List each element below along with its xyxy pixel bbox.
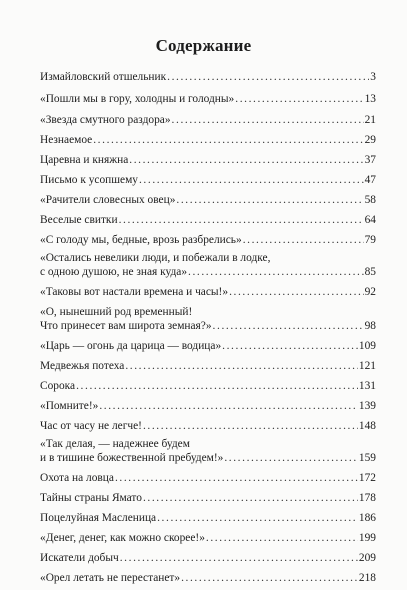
- toc-entry-title-line: «С голоду мы, бедные, врозь разбрелись»: [40, 234, 242, 246]
- toc-entry-title-line: Охота на ловца: [40, 472, 114, 484]
- toc-entry-title-line: «Остались невелики люди, и побежали в лодке,: [40, 252, 271, 264]
- toc-page-number: 85: [364, 266, 376, 278]
- toc-entry-row: [40, 173, 376, 187]
- toc-entry-row: [40, 233, 376, 247]
- toc-page-number: 218: [358, 572, 376, 584]
- toc-dot-leader: [235, 92, 363, 106]
- toc-entry-row: [40, 133, 376, 147]
- toc-page-number: 131: [358, 380, 376, 392]
- toc-dot-leader: [157, 511, 358, 525]
- toc-entry-title-line: «Звезда смутного раздора»: [40, 114, 171, 126]
- toc-entry-row: [40, 153, 376, 167]
- toc-entry-title-line: Царевна и княжна: [40, 154, 129, 166]
- toc-page-number: 64: [364, 214, 376, 226]
- toc-page-number: 98: [364, 320, 376, 332]
- toc-entry[interactable]: [40, 359, 376, 373]
- toc-entry-title-line: Медвежья потеха: [40, 360, 125, 372]
- toc-page-number: 148: [358, 420, 376, 432]
- toc-entry[interactable]: [40, 379, 376, 393]
- toc-entry-title-line: Поцелуйная Масленица: [40, 512, 157, 524]
- toc-entry[interactable]: [40, 419, 376, 433]
- toc-entry-row: [40, 399, 376, 413]
- toc-entry-row: [40, 339, 376, 353]
- toc-dot-leader: [129, 153, 363, 167]
- toc-entry-title-line: «Таковы вот настали времена и часы!»: [40, 286, 229, 298]
- toc-entry-title-line: Час от часу не легче!: [40, 420, 142, 432]
- toc-page-number: 109: [358, 340, 376, 352]
- toc-dot-leader: [206, 531, 358, 545]
- toc-page-number: 29: [364, 134, 376, 146]
- toc-entry[interactable]: [40, 153, 376, 167]
- toc-entry-row: [40, 419, 376, 433]
- toc-page-number: 172: [358, 472, 376, 484]
- toc-entry-title-line: «Пошли мы в гору, холодны и голодны»: [40, 93, 235, 105]
- toc-dot-leader: [229, 285, 364, 299]
- toc-entry[interactable]: [40, 173, 376, 187]
- toc-entry[interactable]: [40, 551, 376, 565]
- toc-entry[interactable]: [40, 285, 376, 299]
- toc-page-number: 79: [364, 234, 376, 246]
- toc-page-number: 37: [364, 154, 376, 166]
- toc-entry[interactable]: [40, 70, 376, 84]
- toc-page-number: 186: [358, 512, 376, 524]
- toc-page-number: 199: [358, 532, 376, 544]
- toc-page-number: 58: [364, 194, 376, 206]
- toc-entry-row: [40, 113, 376, 127]
- toc-entry-title-line: с одною душою, не зная куда»: [40, 266, 188, 278]
- toc-entry-row: [40, 285, 376, 299]
- toc-entry-row: [40, 571, 376, 585]
- toc-entry[interactable]: [40, 491, 376, 505]
- toc-dot-leader: [172, 113, 364, 127]
- toc-dot-leader: [222, 339, 358, 353]
- toc-entry-title-line: «Царь — огонь да царица — водица»: [40, 340, 222, 352]
- toc-page-number: 209: [358, 552, 376, 564]
- toc-entry-row: [40, 213, 376, 227]
- toc-entry-row: [40, 70, 376, 84]
- toc-entry-row: [40, 451, 376, 465]
- toc-entry[interactable]: [40, 511, 376, 525]
- toc-dot-leader: [139, 173, 364, 187]
- toc-entry-row: [40, 471, 376, 485]
- toc-entry-row: [40, 319, 376, 333]
- toc-entry[interactable]: [40, 133, 376, 147]
- toc-page-number: 92: [364, 286, 376, 298]
- toc-entry-title-line: Искатели добыч: [40, 552, 119, 564]
- toc-dot-leader: [176, 193, 363, 207]
- toc-entry-title-line: Измайловский отшельник: [40, 71, 167, 83]
- toc-entry-row: [40, 193, 376, 207]
- toc-dot-leader: [181, 571, 358, 585]
- toc-entry-row: [40, 379, 376, 393]
- toc-entry[interactable]: [40, 399, 376, 413]
- toc-entry-row: [40, 511, 376, 525]
- toc-entry[interactable]: [40, 213, 376, 227]
- toc-entry-title-line: Тайны страны Ямато: [40, 492, 142, 504]
- toc-entry-row: [40, 359, 376, 373]
- toc-dot-leader: [99, 399, 358, 413]
- toc-entry-title-line: Сорока: [40, 380, 76, 392]
- toc-page-number: 121: [358, 360, 376, 372]
- toc-dot-leader: [143, 491, 358, 505]
- toc-dot-leader: [243, 233, 364, 247]
- toc-entry-title-line: «Орел летать не перестанет»: [40, 572, 181, 584]
- toc-entry[interactable]: [40, 531, 376, 545]
- toc-page-number: 178: [358, 492, 376, 504]
- toc-entry-title-line: Письмо к усопшему: [40, 174, 138, 186]
- toc-dot-leader: [213, 319, 364, 333]
- toc-page-number: 159: [358, 452, 376, 464]
- toc-entry-row: [40, 265, 376, 279]
- toc-entry-row: [40, 491, 376, 505]
- toc-page-number: 21: [364, 114, 376, 126]
- toc-entry-title-line: «Так делая, — надежнее будем: [40, 438, 190, 450]
- toc-entry[interactable]: [40, 233, 376, 247]
- toc-entry-title-line: и в тишине божественной пребудем!»: [40, 452, 224, 464]
- toc-dot-leader: [93, 133, 363, 147]
- toc-dot-leader: [120, 551, 358, 565]
- toc-entry[interactable]: [40, 571, 376, 585]
- toc-dot-leader: [224, 451, 358, 465]
- toc-entry-title-line: Что принесет вам широта земная?»: [40, 320, 212, 332]
- toc-entry[interactable]: [40, 193, 376, 207]
- toc-dot-leader: [167, 70, 369, 84]
- toc-entry-title-line: «Помните!»: [40, 400, 99, 412]
- toc-entry-title-line: Веселые свитки: [40, 214, 118, 226]
- toc-entry-row: [40, 92, 376, 106]
- toc-entry-row: [40, 531, 376, 545]
- toc-entry[interactable]: [40, 471, 376, 485]
- toc-dot-leader: [188, 265, 364, 279]
- toc-entry-title-line: Незнаемое: [40, 134, 93, 146]
- toc-entry[interactable]: [40, 251, 376, 279]
- toc-entry-title-line: «Денег, денег, как можно скорее!»: [40, 532, 205, 544]
- toc-entry-row: [40, 551, 376, 565]
- page-title: Содержание: [155, 36, 252, 55]
- toc-entry[interactable]: [40, 339, 376, 353]
- toc-entry[interactable]: [40, 113, 376, 127]
- toc-dot-leader: [76, 379, 358, 393]
- toc-entry-title-line: «О, нынешний род временный!: [40, 306, 193, 318]
- toc-entry[interactable]: [40, 437, 376, 465]
- toc-page-number: 47: [364, 174, 376, 186]
- toc-page-number: 13: [364, 93, 376, 105]
- toc-entry-title-line: «Рачители словесных овец»: [40, 194, 176, 206]
- toc-dot-leader: [125, 359, 358, 373]
- toc-entry[interactable]: [40, 305, 376, 333]
- toc-page-number: 3: [370, 71, 376, 83]
- toc-page-number: 139: [358, 400, 376, 412]
- toc-dot-leader: [115, 471, 358, 485]
- toc-entry[interactable]: [40, 92, 376, 106]
- toc-dot-leader: [119, 213, 364, 227]
- toc-dot-leader: [143, 419, 358, 433]
